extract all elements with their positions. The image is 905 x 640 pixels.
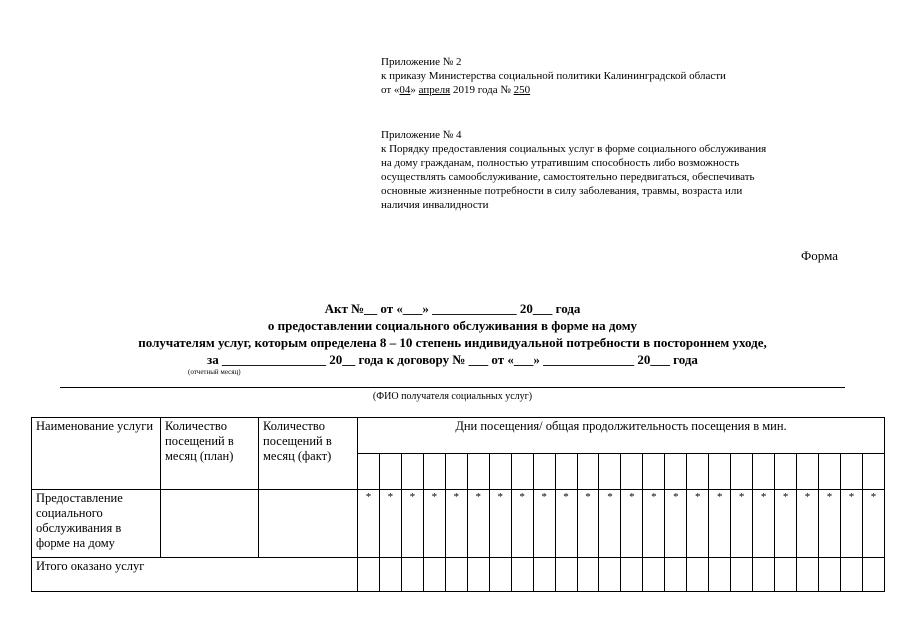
appendix-2-block [381, 55, 726, 97]
appendix-4-line: к Порядку предоставления социальных услуг в форме социального обслуживания [381, 143, 767, 155]
fact-visits-header: Количество посещений в месяц (факт) [259, 418, 358, 490]
day-cell [665, 454, 687, 490]
act-title-line-1: Акт №__ от «___» _____________ 20___ года [324, 301, 581, 316]
day-cell [643, 454, 665, 490]
day-cell [423, 454, 445, 490]
day-cell [599, 454, 621, 490]
appendix-2-title: Приложение № 2 [381, 56, 462, 68]
service-name-header: Наименование услуги [32, 418, 161, 490]
day-mark: * [577, 490, 599, 558]
total-day-cell [379, 558, 401, 592]
day-cell [358, 454, 380, 490]
appendix-4-line: Приложение № 4 [381, 129, 462, 141]
order-number: 250 [513, 84, 531, 96]
day-mark: * [665, 490, 687, 558]
appendix-4-line: наличия инвалидности [381, 199, 489, 211]
day-cell [401, 454, 423, 490]
total-day-cell [731, 558, 753, 592]
act-title-line-2: о предоставлении социального обслуживания в форме на дому [267, 318, 638, 333]
fio-line [60, 387, 845, 388]
total-day-cell [687, 558, 709, 592]
day-mark: * [467, 490, 489, 558]
appendix-2-order: к приказу Министерства социальной политики Калининградской области [381, 70, 726, 82]
day-cell [621, 454, 643, 490]
day-cell [555, 454, 577, 490]
day-cell [775, 454, 797, 490]
total-day-cell [401, 558, 423, 592]
total-day-cell [467, 558, 489, 592]
total-day-cell [819, 558, 841, 592]
date-day: 04 [399, 84, 411, 96]
fio-caption: (ФИО получателя социальных услуг) [372, 391, 533, 402]
total-day-cell [840, 558, 862, 592]
act-title-line-4: за ________________ 20__ года к договору № ___ от «___» ______________ 20___ года [207, 352, 698, 367]
appendix-4-block [381, 128, 766, 212]
date-month: апреля [418, 84, 451, 96]
visit-days-header: Дни посещения/ общая продолжительность посещения в мин. [358, 418, 885, 454]
total-day-cell [445, 558, 467, 592]
day-mark: * [489, 490, 511, 558]
total-day-cell [862, 558, 884, 592]
fact-visits-cell [259, 490, 358, 558]
day-mark: * [731, 490, 753, 558]
day-cell [467, 454, 489, 490]
appendix-4-line: осуществлять самообслуживание, самостоятельно передвигаться, обеспечивать [381, 171, 755, 183]
total-day-cell [709, 558, 731, 592]
day-mark: * [555, 490, 577, 558]
plan-visits-cell [161, 490, 259, 558]
day-cell [862, 454, 884, 490]
day-cell [379, 454, 401, 490]
day-mark: * [533, 490, 555, 558]
month-caption: (отчетный месяц) [188, 368, 241, 376]
day-mark: * [401, 490, 423, 558]
day-mark: * [819, 490, 841, 558]
act-title-line-3: получателям услуг, которым определена 8 – 10 степень индивидуальной потребности в постороннем уходе, [138, 335, 767, 350]
date-year: 2019 года № [450, 84, 514, 96]
total-row [32, 558, 885, 592]
total-day-cell [621, 558, 643, 592]
day-cell [687, 454, 709, 490]
day-mark: * [687, 490, 709, 558]
day-cell [731, 454, 753, 490]
day-mark: * [621, 490, 643, 558]
act-table [31, 417, 885, 592]
day-cell [511, 454, 533, 490]
day-mark: * [423, 490, 445, 558]
header-row [32, 418, 885, 454]
total-day-cell [555, 558, 577, 592]
day-cell [709, 454, 731, 490]
day-cell [840, 454, 862, 490]
day-cell [533, 454, 555, 490]
appendix-2-date [381, 83, 726, 97]
form-label: Форма [801, 248, 838, 263]
total-day-cell [753, 558, 775, 592]
total-day-cell [577, 558, 599, 592]
day-mark: * [643, 490, 665, 558]
day-cell [819, 454, 841, 490]
day-mark: * [840, 490, 862, 558]
total-day-cell [643, 558, 665, 592]
total-day-cell [797, 558, 819, 592]
day-mark: * [797, 490, 819, 558]
appendix-4-line: на дому гражданам, полностью утратившим способность либо возможность [381, 157, 740, 169]
day-mark: * [379, 490, 401, 558]
total-day-cell [358, 558, 380, 592]
day-mark: * [709, 490, 731, 558]
total-label: Итого оказано услуг [32, 558, 358, 592]
date-sep: » [410, 84, 419, 96]
appendix-4-line: основные жизненные потребности в силу заболевания, травмы, возраста или [381, 185, 743, 197]
service-row [32, 490, 885, 558]
day-cell [753, 454, 775, 490]
day-cell [577, 454, 599, 490]
date-prefix: от « [381, 84, 400, 96]
service-name-cell: Предоставление социального обслуживания в форме на дому [32, 490, 161, 558]
total-day-cell [665, 558, 687, 592]
day-cell [489, 454, 511, 490]
day-mark: * [599, 490, 621, 558]
day-mark: * [753, 490, 775, 558]
total-day-cell [511, 558, 533, 592]
day-mark: * [358, 490, 380, 558]
day-cell [797, 454, 819, 490]
day-mark: * [775, 490, 797, 558]
day-cell [445, 454, 467, 490]
day-mark: * [445, 490, 467, 558]
plan-visits-header: Количество посещений в месяц (план) [161, 418, 259, 490]
total-day-cell [775, 558, 797, 592]
day-mark: * [511, 490, 533, 558]
total-day-cell [489, 558, 511, 592]
total-day-cell [533, 558, 555, 592]
day-mark: * [862, 490, 884, 558]
total-day-cell [599, 558, 621, 592]
total-day-cell [423, 558, 445, 592]
